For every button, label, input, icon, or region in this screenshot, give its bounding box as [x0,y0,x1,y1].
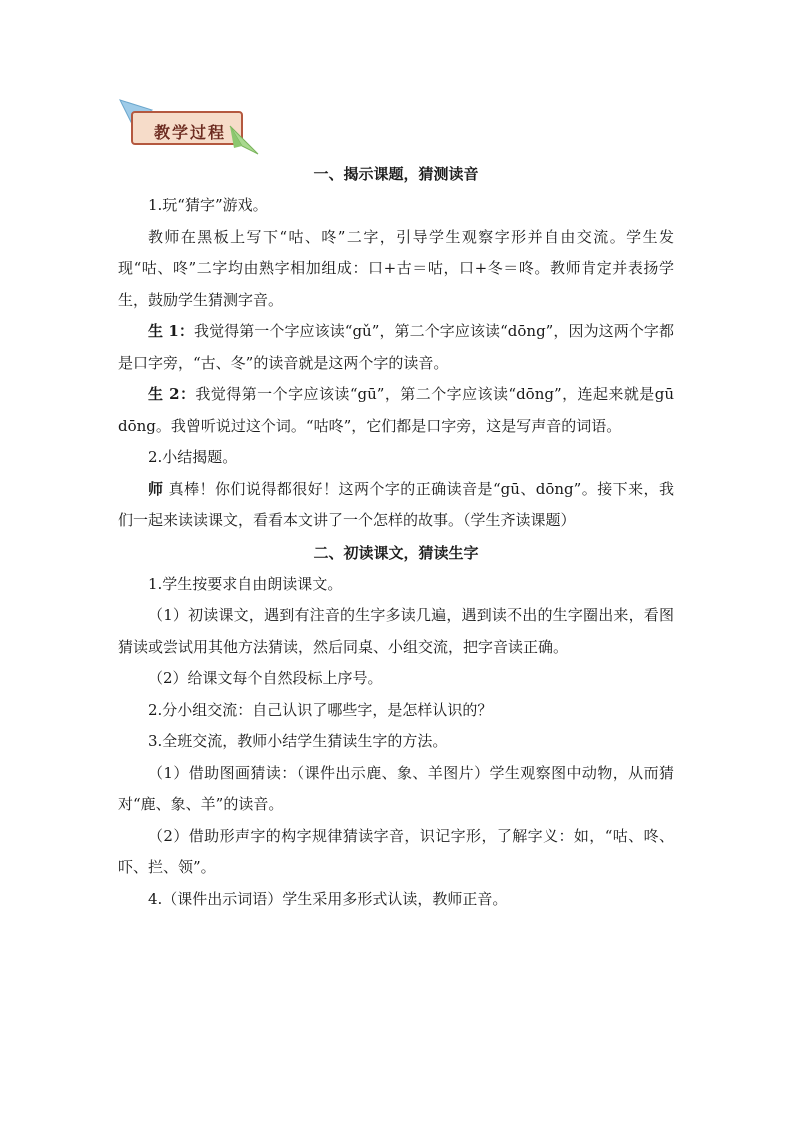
section-title: 二、初读课文，猜读生字 [313,543,479,562]
dialogue-paragraph [118,379,674,442]
section-title: 一、揭示课题，猜测读音 [313,165,479,183]
paragraph: （2）给课文每个自然段标上序号。 [148,669,383,687]
paragraph: 1.玩“猜字”游戏。 [148,196,268,214]
paragraph: 4.（课件出示词语）学生采用多形式认读，教师正音。 [148,889,508,908]
paragraph: 教师在黑板上写下“咕、咚”二字，引导学生观察字形并自由交流。学生发现“咕、咚”二字均由熟字相加组成：口+古＝咕，口+冬＝咚。教师肯定并表扬学生，鼓励学生猜测字音。 [118,227,674,309]
paragraph: （2）借助形声字的构字规律猜读字音，识记字形，了解字义：如，“咕、咚、吓、拦、领”。 [118,826,674,876]
paragraph: 1.学生按要求自由朗读课文。 [148,574,343,593]
paragraph: 2.小结揭题。 [148,448,238,466]
paragraph: （1）借助图画猜读：（课件出示鹿、象、羊图片）学生观察图中动物，从而猜对“鹿、象、羊”的读音。 [118,763,674,813]
dialogue-text: 真棒！你们说得都很好！这两个字的正确读音是“gū、dōng”。接下来，我们一起来读读课文，看看本文讲了一个怎样的故事。（学生齐读课题） [118,479,674,529]
section-header-badge [118,98,260,158]
badge-label: 教学过程 [153,122,226,142]
dialogue-text: 我觉得第一个字应该读“gǔ”，第二个字应该读“dōng”，因为这两个字都是口字旁，“古、冬”的读音就是这两个字的读音。 [118,322,674,372]
speaker-label: 师 [148,479,164,498]
lesson-body [118,158,674,915]
paragraph: （1）初读课文，遇到有注音的生字多读几遍，遇到读不出的生字圈出来，看图猜读或尝试用其他方法猜读，然后同桌、小组交流，把字音读正确。 [118,606,674,656]
dialogue-paragraph [118,474,674,537]
paragraph: 2.分小组交流：自己认识了哪些字，是怎样认识的？ [148,700,493,719]
dialogue-paragraph [118,316,674,379]
speaker-label: 生 2： [148,385,196,403]
speaker-label: 生 1： [148,322,194,340]
dialogue-text: 我觉得第一个字应该读“gū”，第二个字应该读“dōng”，连起来就是gū dōng。我曾听说过这个词。“咕咚”，它们都是口字旁，这是写声音的词语。 [118,385,674,435]
paragraph: 3.全班交流，教师小结学生猜读生字的方法。 [148,732,448,750]
